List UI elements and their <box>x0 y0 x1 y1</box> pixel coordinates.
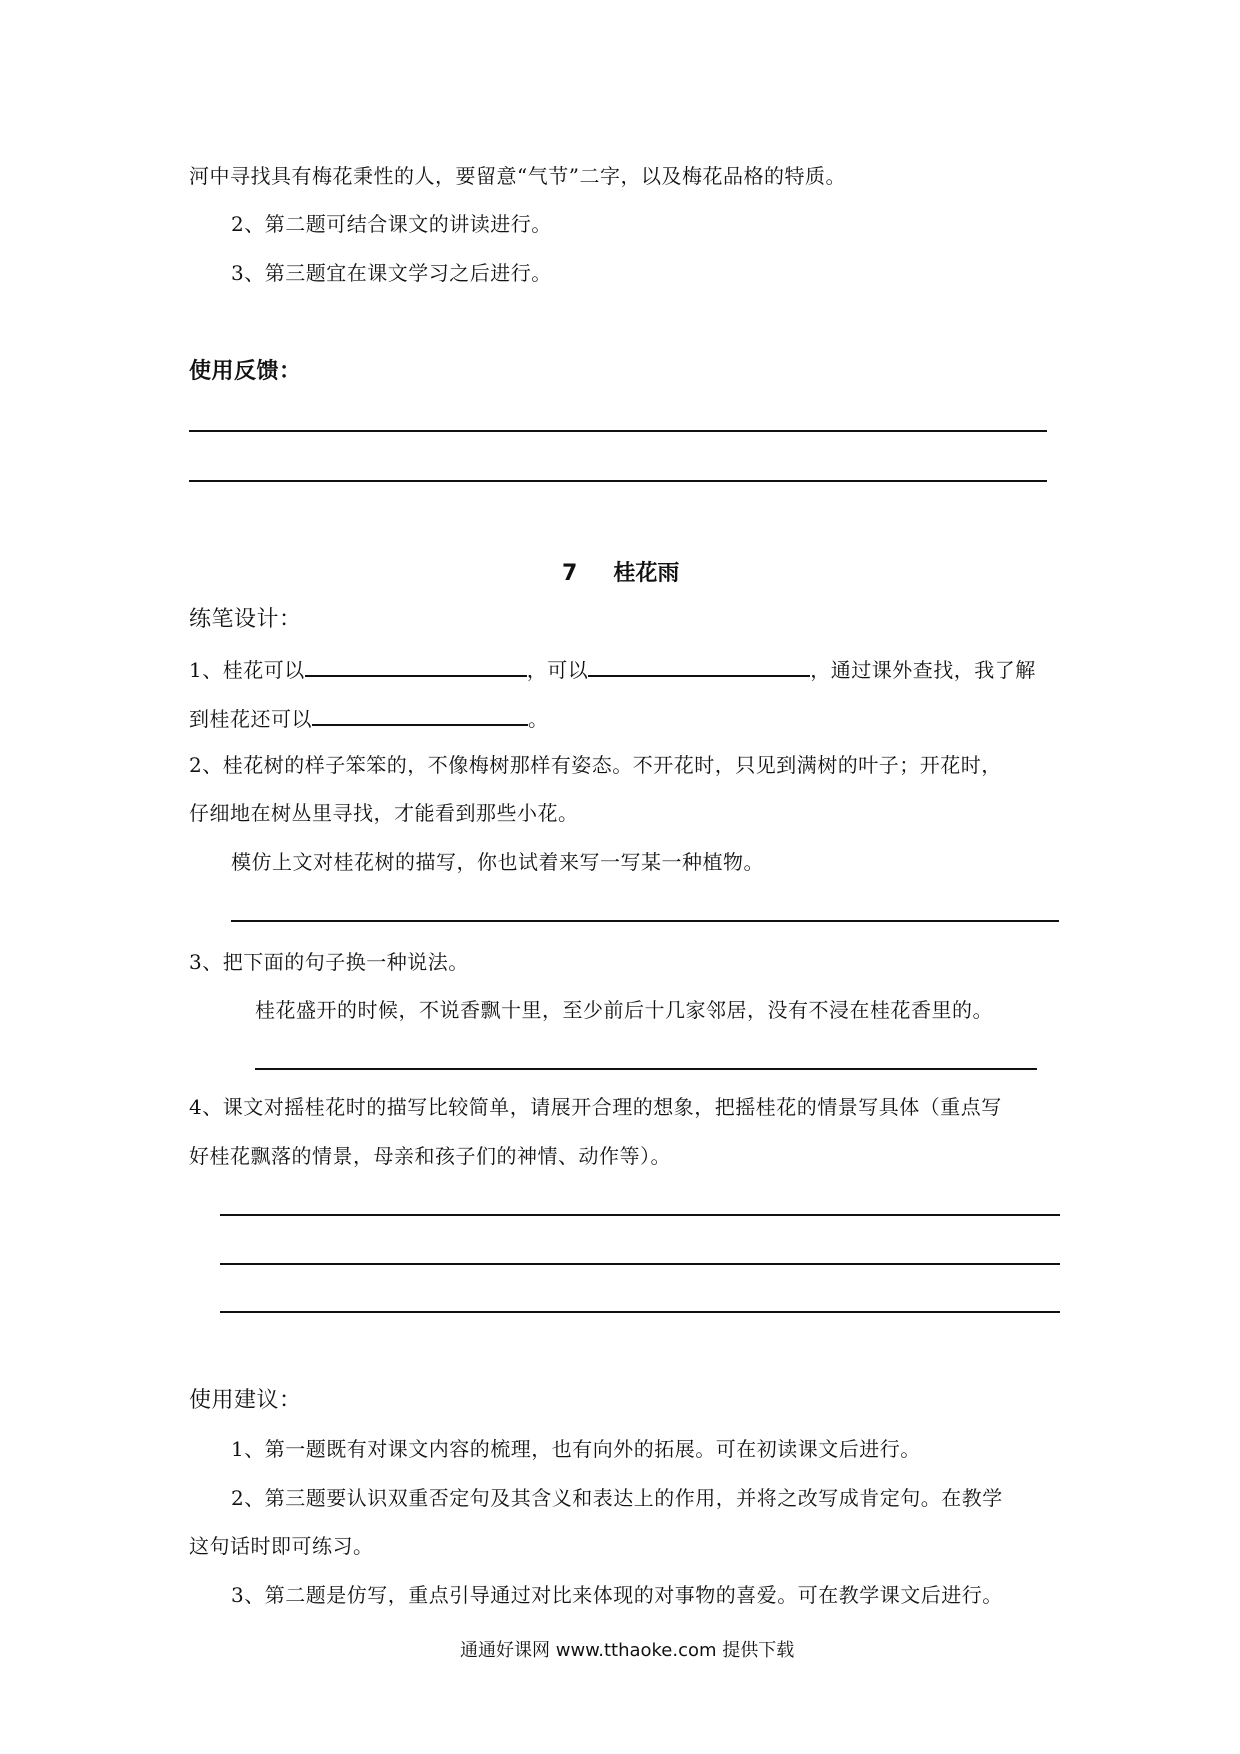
question-2-line-1: 2、桂花树的样子笨笨的，不像梅树那样有姿态。不开花时，只见到满树的叶子；开花时， <box>189 753 1002 777</box>
answer-blank-1[interactable] <box>305 655 527 677</box>
feedback-line-2 <box>189 480 1047 482</box>
question-1-text-a: 1、桂花可以 <box>189 658 305 682</box>
question-1-text-d: 到桂花还可以 <box>189 707 312 731</box>
page-footer: 通通好课网 www.tthaoke.com 提供下载 <box>460 1640 795 1661</box>
question-1-text-e: 。 <box>528 707 549 731</box>
question-1-text-c: ，通过课外查找，我了解 <box>810 658 1036 682</box>
answer-line-q3[interactable] <box>255 1068 1037 1070</box>
suggestion-3: 3、第二题是仿写，重点引导通过对比来体现的对事物的喜爱。可在教学课文后进行。 <box>231 1583 1003 1607</box>
answer-line-q4-2[interactable] <box>220 1263 1060 1265</box>
feedback-line-1 <box>189 430 1047 432</box>
question-2-prompt: 模仿上文对桂花树的描写，你也试着来写一写某一种植物。 <box>231 850 764 874</box>
usage-note-3: 3、第三题宜在课文学习之后进行。 <box>231 261 552 285</box>
usage-note-2: 2、第二题可结合课文的讲读进行。 <box>231 212 552 236</box>
question-4-line-2: 好桂花飘落的情景，母亲和孩子们的神情、动作等）。 <box>189 1144 671 1168</box>
lesson-title <box>562 556 679 587</box>
practice-heading: 练笔设计： <box>189 607 302 632</box>
paragraph-continuation: 河中寻找具有梅花秉性的人，要留意“气节”二字，以及梅花品格的特质。 <box>189 164 846 188</box>
feedback-heading: 使用反馈： <box>189 359 302 384</box>
lesson-number: 7 <box>562 561 578 586</box>
question-3-line-1: 3、把下面的句子换一种说法。 <box>189 950 469 974</box>
question-3-sentence: 桂花盛开的时候，不说香飘十里，至少前后十几家邻居，没有不浸在桂花香里的。 <box>255 998 993 1022</box>
suggestion-2-line-2: 这句话时即可练习。 <box>189 1534 374 1558</box>
answer-blank-3[interactable] <box>312 704 528 726</box>
question-1-text-b: ，可以 <box>526 658 589 682</box>
question-1-line-2 <box>189 704 549 731</box>
suggestion-1: 1、第一题既有对课文内容的梳理，也有向外的拓展。可在初读课文后进行。 <box>231 1437 921 1461</box>
question-1-line-1 <box>189 655 1036 682</box>
answer-line-q2[interactable] <box>231 920 1059 922</box>
question-4-line-1: 4、课文对摇桂花时的描写比较简单，请展开合理的想象，把摇桂花的情景写具体（重点写 <box>189 1095 1002 1119</box>
suggestion-heading: 使用建议： <box>189 1388 302 1413</box>
lesson-name: 桂花雨 <box>613 561 680 586</box>
answer-blank-2[interactable] <box>588 655 810 677</box>
answer-line-q4-1[interactable] <box>220 1214 1060 1216</box>
answer-line-q4-3[interactable] <box>220 1311 1060 1313</box>
question-2-line-2: 仔细地在树丛里寻找，才能看到那些小花。 <box>189 801 579 825</box>
suggestion-2-line-1: 2、第三题要认识双重否定句及其含义和表达上的作用，并将之改写成肯定句。在教学 <box>231 1486 1003 1510</box>
